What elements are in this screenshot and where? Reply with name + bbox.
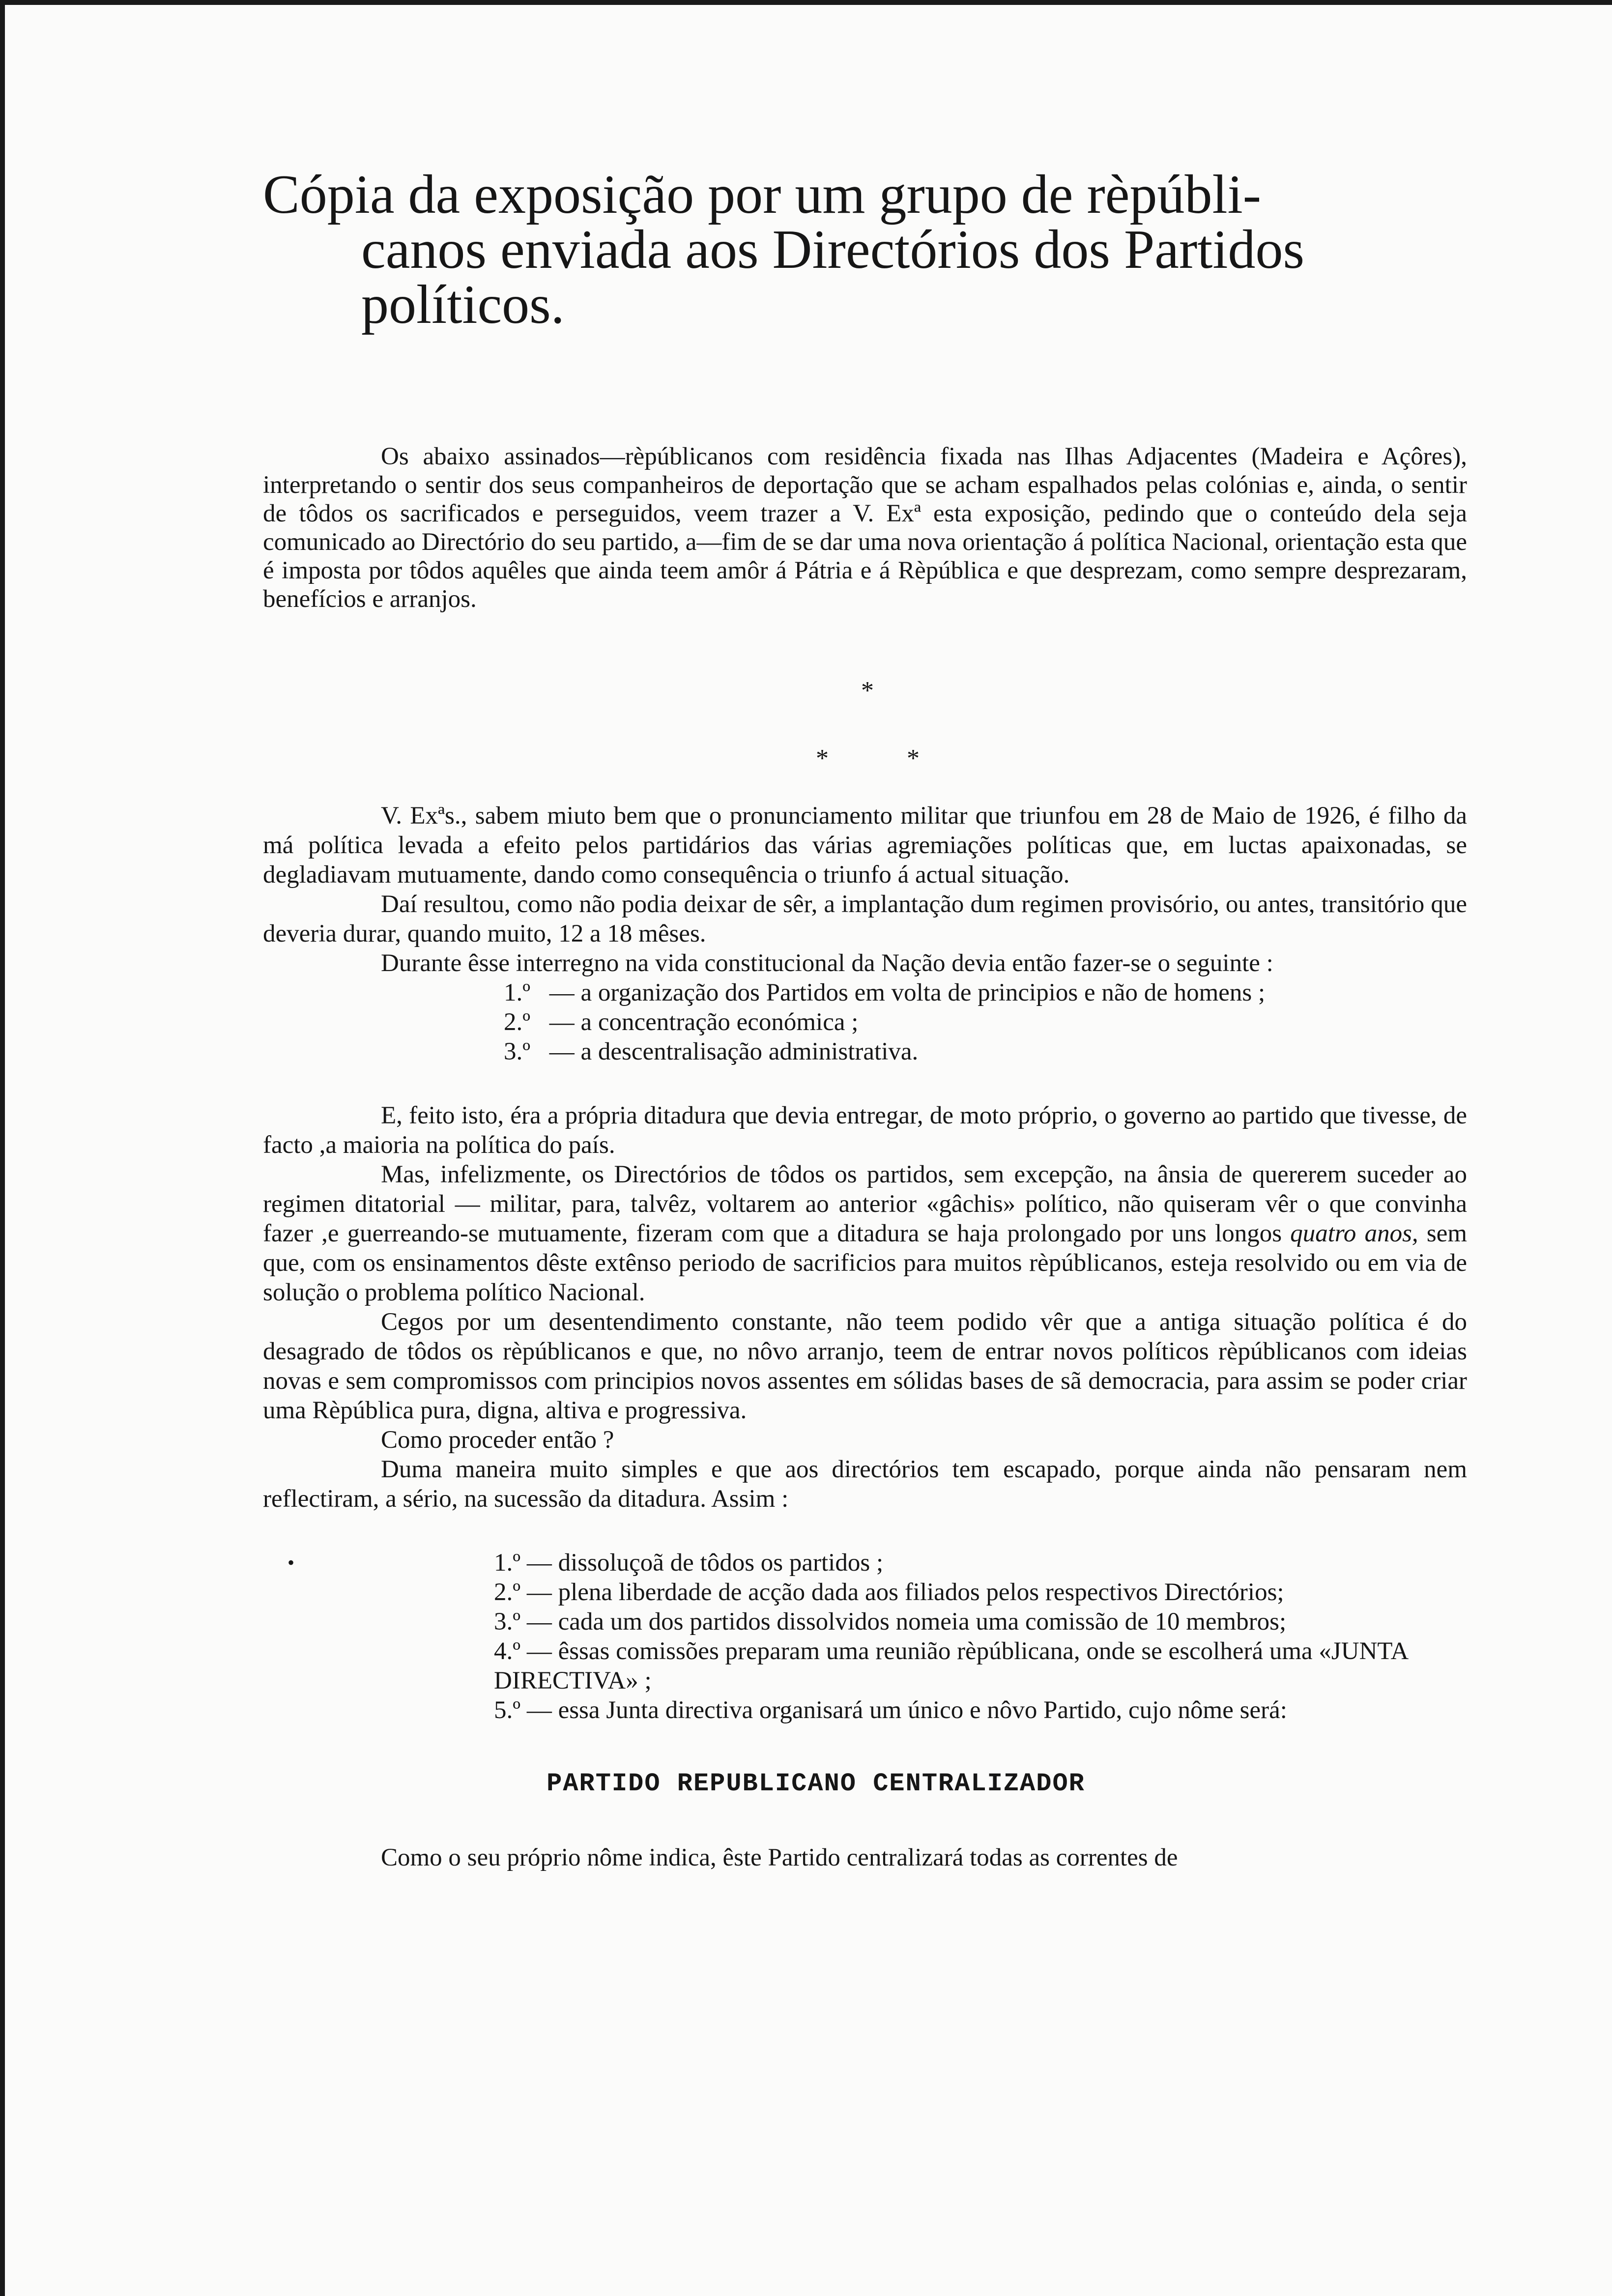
- paragraph-7: Como proceder então ?: [381, 1426, 614, 1454]
- page-edge-left: [0, 0, 5, 2296]
- paragraph-3: Durante êsse interregno na vida constitucional da Nação devia então fazer-se o seguinte :: [381, 949, 1273, 977]
- list-item: 3.º — cada um dos partidos dissolvidos nomeia uma comissão de 10 membros;: [494, 1608, 1287, 1636]
- paragraph-1: V. Exªs., sabem miuto bem que o pronunciamento militar que triunfou em 28 de Maio de 1926, é filho da má política levada a efeito pelos partidários das várias agremiações políticas que, em luctas apaixonadas, se degladiavam mutuamente, dando como consequência o triunfo á actual situação.: [263, 802, 1467, 889]
- paragraph-4: E, feito isto, éra a própria ditadura que devia entregar, de moto próprio, o governo ao partido que tivesse, de facto ,a maioria na política do país.: [263, 1102, 1467, 1159]
- emphasis-quatro-anos: quatro anos,: [1290, 1220, 1418, 1247]
- page-edge-top: [0, 0, 1612, 5]
- intro-paragraph: Os abaixo assinados—rèpúblicanos com residência fixada nas Ilhas Adjacentes (Madeira e Açôres), interpretando o sentir dos seus companheiros de deportação que se acham espalhados pelas colónias e, ainda, o sentir de tôdos os sacrificados e perseguidos, veem trazer a V. Exª esta exposição, pedindo que o conteúdo dela seja comunicado ao Directório do seu partido, a—fim de se dar uma nova orientação á política Nacional, orientação esta que é imposta por tôdos aquêles que ainda teem amôr á Pátria e á Rèpública e que desprezam, como sempre desprezaram, benefícios e arranjos.: [263, 443, 1467, 613]
- asterism-star-left: *: [816, 745, 829, 773]
- spacer: [263, 1514, 1467, 1548]
- bullet-mark: •: [288, 1551, 295, 1574]
- asterism-star-top: *: [861, 677, 874, 705]
- paragraph-5: Mas, infelizmente, os Directórios de tôdos os partidos, sem excepção, na ânsia de quererem suceder ao regimen ditatorial — militar, para, talvêz, voltarem ao anterior «gâchis» político, não quiseram vêr o que convinha fazer ,e guerreando-se mutuamente, fizeram com que a ditadura se haja prolongado por uns longos quatro anos, sem que, com os ensinamentos dêste extênso periodo de sacrificios para muitos rèpúblicanos, esteja resolvido ou em via de solução o problema político Nacional.: [263, 1161, 1468, 1306]
- party-name-heading: PARTIDO REPUBLICANO CENTRALIZADOR: [547, 1769, 1085, 1798]
- title-line-3: políticos.: [361, 274, 565, 335]
- document-body: [263, 801, 1467, 1872]
- list-item: 1.º — dissoluçoã de tôdos os partidos ;: [494, 1549, 884, 1577]
- title-line-2: canos enviada aos Directórios dos Partidos: [361, 219, 1305, 280]
- list-item: 2.º — plena liberdade de acção dada aos filiados pelos respectivos Directórios;: [494, 1578, 1284, 1606]
- proposals-block: [263, 1548, 1467, 1725]
- list-item: 2.º — a concentração económica ;: [504, 1008, 859, 1036]
- list-item: 3.º — a descentralisação administrativa.: [504, 1038, 919, 1065]
- list-item: 5.º — essa Junta directiva organisará um único e nôvo Partido, cujo nôme será:: [494, 1696, 1287, 1724]
- proposals-list: [494, 1548, 1467, 1725]
- asterism-star-right: *: [907, 745, 920, 773]
- paragraph-8: Duma maneira muito simples e que aos directórios tem escapado, porque ainda não pensaram nem reflectiram, a sério, na sucessão da ditadura. Assim :: [263, 1456, 1467, 1513]
- list-item: 4.º — êssas comissões preparam uma reunião rèpúblicana, onde se escolherá uma «JUNTA DIRECTIVA» ;: [494, 1637, 1408, 1694]
- spacer: [263, 1066, 1467, 1101]
- intro-section: [263, 442, 1467, 613]
- paragraph-2: Daí resultou, como não podia deixar de sêr, a implantação dum regimen provisório, ou antes, transitório que deveria durar, quando muito, 12 a 18 mêses.: [263, 890, 1467, 947]
- paragraph-9: Como o seu próprio nôme indica, êste Partido centralizará todas as correntes de: [381, 1844, 1178, 1871]
- paragraph-6: Cegos por um desentendimento constante, não teem podido vêr que a antiga situação política é do desagrado de tôdos os rèpúblicanos e que, no nôvo arranjo, teem de entrar novos políticos rèpúblicanos com ideias novas e sem compromissos com principios novos assentes em sólidas bases de sã democracia, para assim se poder criar uma Rèpública pura, digna, altiva e progressiva.: [263, 1308, 1467, 1424]
- list-item: 1.º — a organização dos Partidos em volta de principios e não de homens ;: [504, 979, 1266, 1006]
- title-line-1: Cópia da exposição por um grupo de rèpúbli-: [263, 164, 1262, 225]
- measures-list: [504, 978, 1467, 1066]
- document-title: [263, 164, 1492, 335]
